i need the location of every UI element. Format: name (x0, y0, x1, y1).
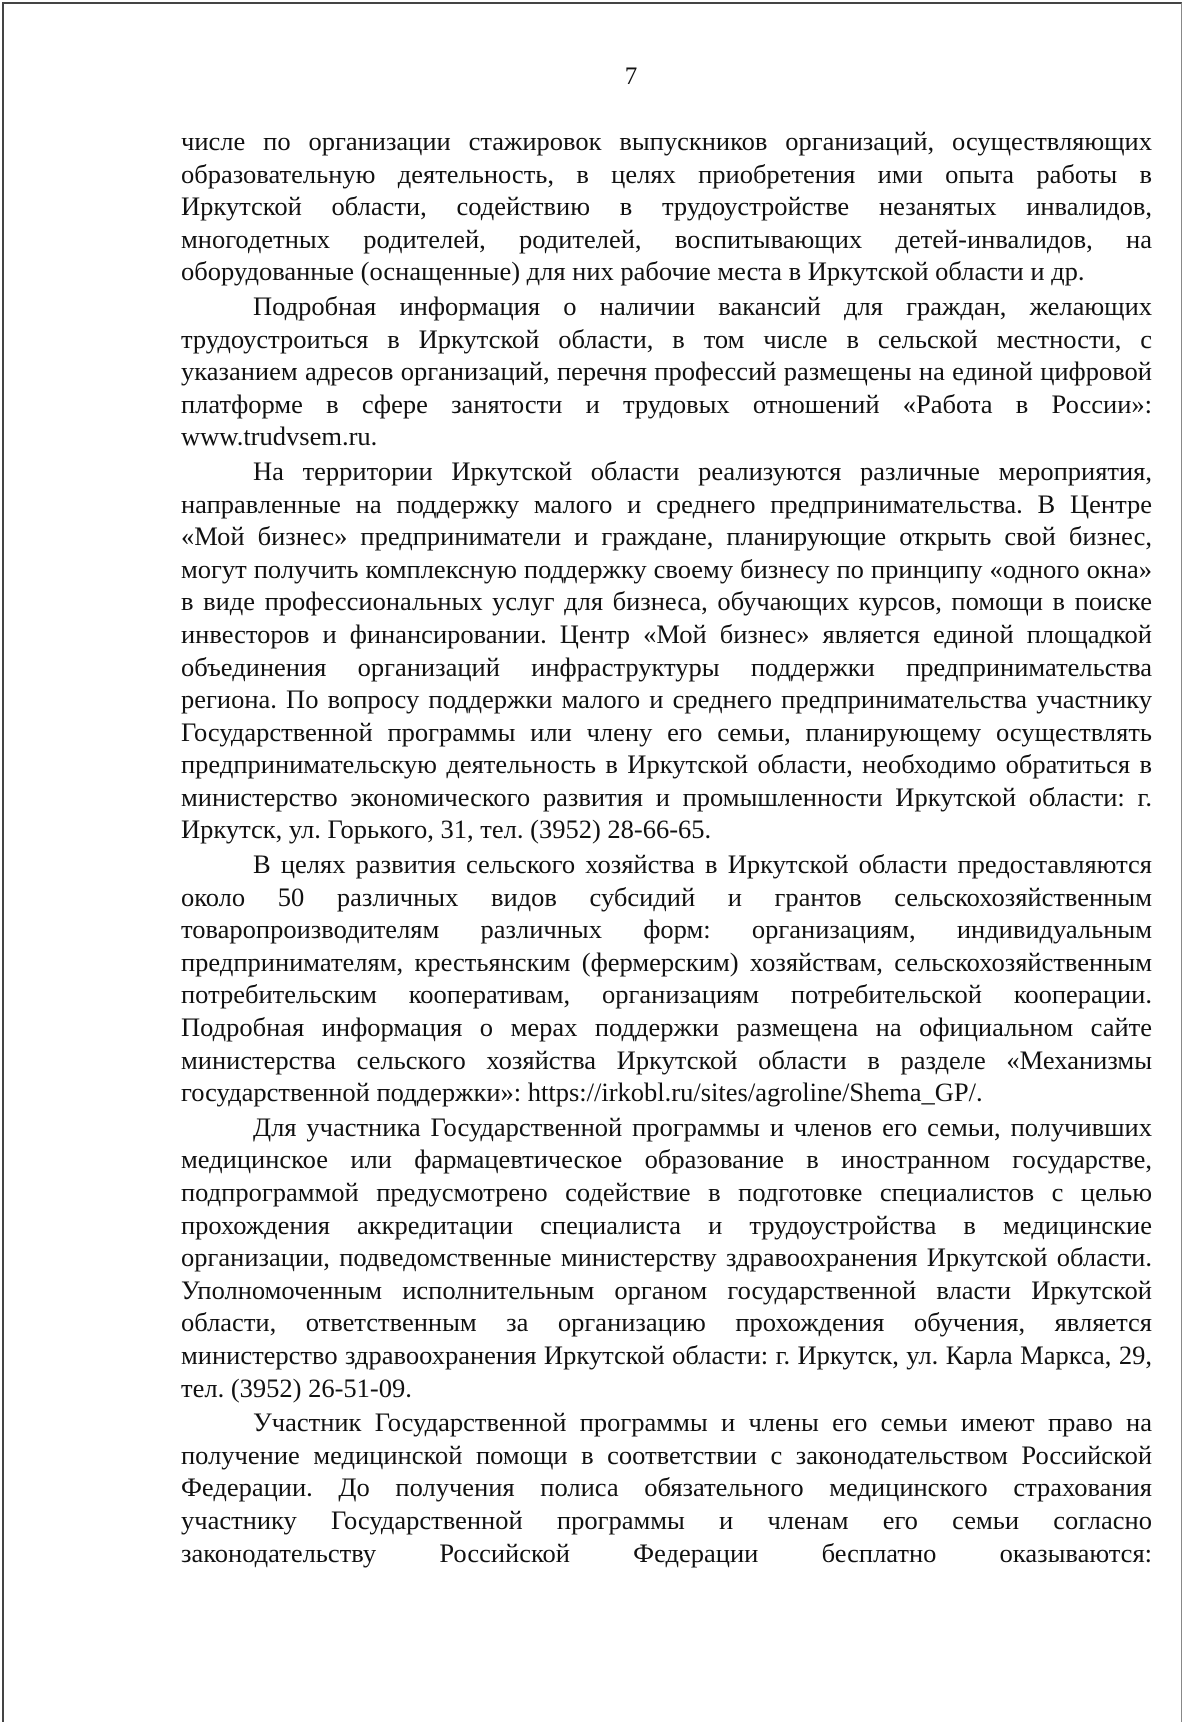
paragraph-vacancies: Подробная информация о наличии вакансий для граждан, желающих трудоустроиться в Иркутской области, в том числе в сельской местности, с указанием адресов организаций, перечня профессий размещены на единой цифровой платформе в сфере занятости и трудовых отношений «Работа в России»: www.trudvsem.ru. (181, 290, 1152, 452)
paragraph-business-support: На территории Иркутской области реализуются различные мероприятия, направленные на поддержку малого и среднего предпринимательства. В Центре «Мой бизнес» предприниматели и граждане, планирующие открыть свой бизнес, могут получить комплексную поддержку своему бизнесу по принципу «одного окна» в виде профессиональных услуг для бизнеса, обучающих курсов, помощи в поиске инвесторов и финансировании. Центр «Мой бизнес» является единой площадкой объединения организаций инфраструктуры поддержки предпринимательства региона. По вопросу поддержки малого и среднего предпринимательства участнику Государственной программы или члену его семьи, планирующему осуществлять предпринимательскую деятельность в Иркутской области, необходимо обратиться в министерство экономического развития и промышленности Иркутской области: г. Иркутск, ул. Горького, 31, тел. (3952) 28-66-65. (181, 455, 1152, 845)
paragraph-medical-accreditation: Для участника Государственной программы и членов его семьи, получивших медицинское или фармацевтическое образование в иностранном государстве, подпрограммой предусмотрено содействие в подготовке специалистов с целью прохождения аккредитации специалиста и трудоустройства в медицинские организации, подведомственные министерству здравоохранения Иркутской области. Уполномоченным исполнительным органом государственной власти Иркутской области, ответственным за организацию прохождения обучения, является министерство здравоохранения Иркутской области: г. Иркутск, ул. Карла Маркса, 29, тел. (3952) 26-51-09. (181, 1111, 1152, 1403)
paragraph-agriculture-subsidies: В целях развития сельского хозяйства в Иркутской области предоставляются около 50 различных видов субсидий и грантов сельскохозяйственным товаропроизводителям различных форм: организациям, индивидуальным предпринимателям, крестьянским (фермерским) хозяйствам, сельскохозяйственным потребительским кооперативам, организациям потребительской кооперации. Подробная информация о мерах поддержки размещена на официальном сайте министерства сельского хозяйства Иркутской области в разделе «Механизмы государственной поддержки»: https://irkobl.ru/sites/agroline/Shema_GP/. (181, 849, 1152, 1108)
paragraph-internships: числе по организации стажировок выпускников организаций, осуществляющих образовательную деятельность, в целях приобретения ими опыта работы в Иркутской области, содействию в трудоустройстве незанятых инвалидов, многодетных родителей, родителей, воспитывающих детей-инвалидов, на оборудованные (оснащенные) для них рабочие места в Иркутской области и др. (181, 126, 1152, 287)
document-body (181, 125, 1152, 1569)
paragraph-medical-care: Участник Государственной программы и члены его семьи имеют право на получение медицинской помощи в соответствии с законодательством Российской Федерации. До получения полиса обязательного медицинского страхования участнику Государственной программы и членам его семьи согласно законодательству Российской Федерации бесплатно оказываются: (181, 1407, 1152, 1568)
page-number: 7 (624, 63, 638, 90)
